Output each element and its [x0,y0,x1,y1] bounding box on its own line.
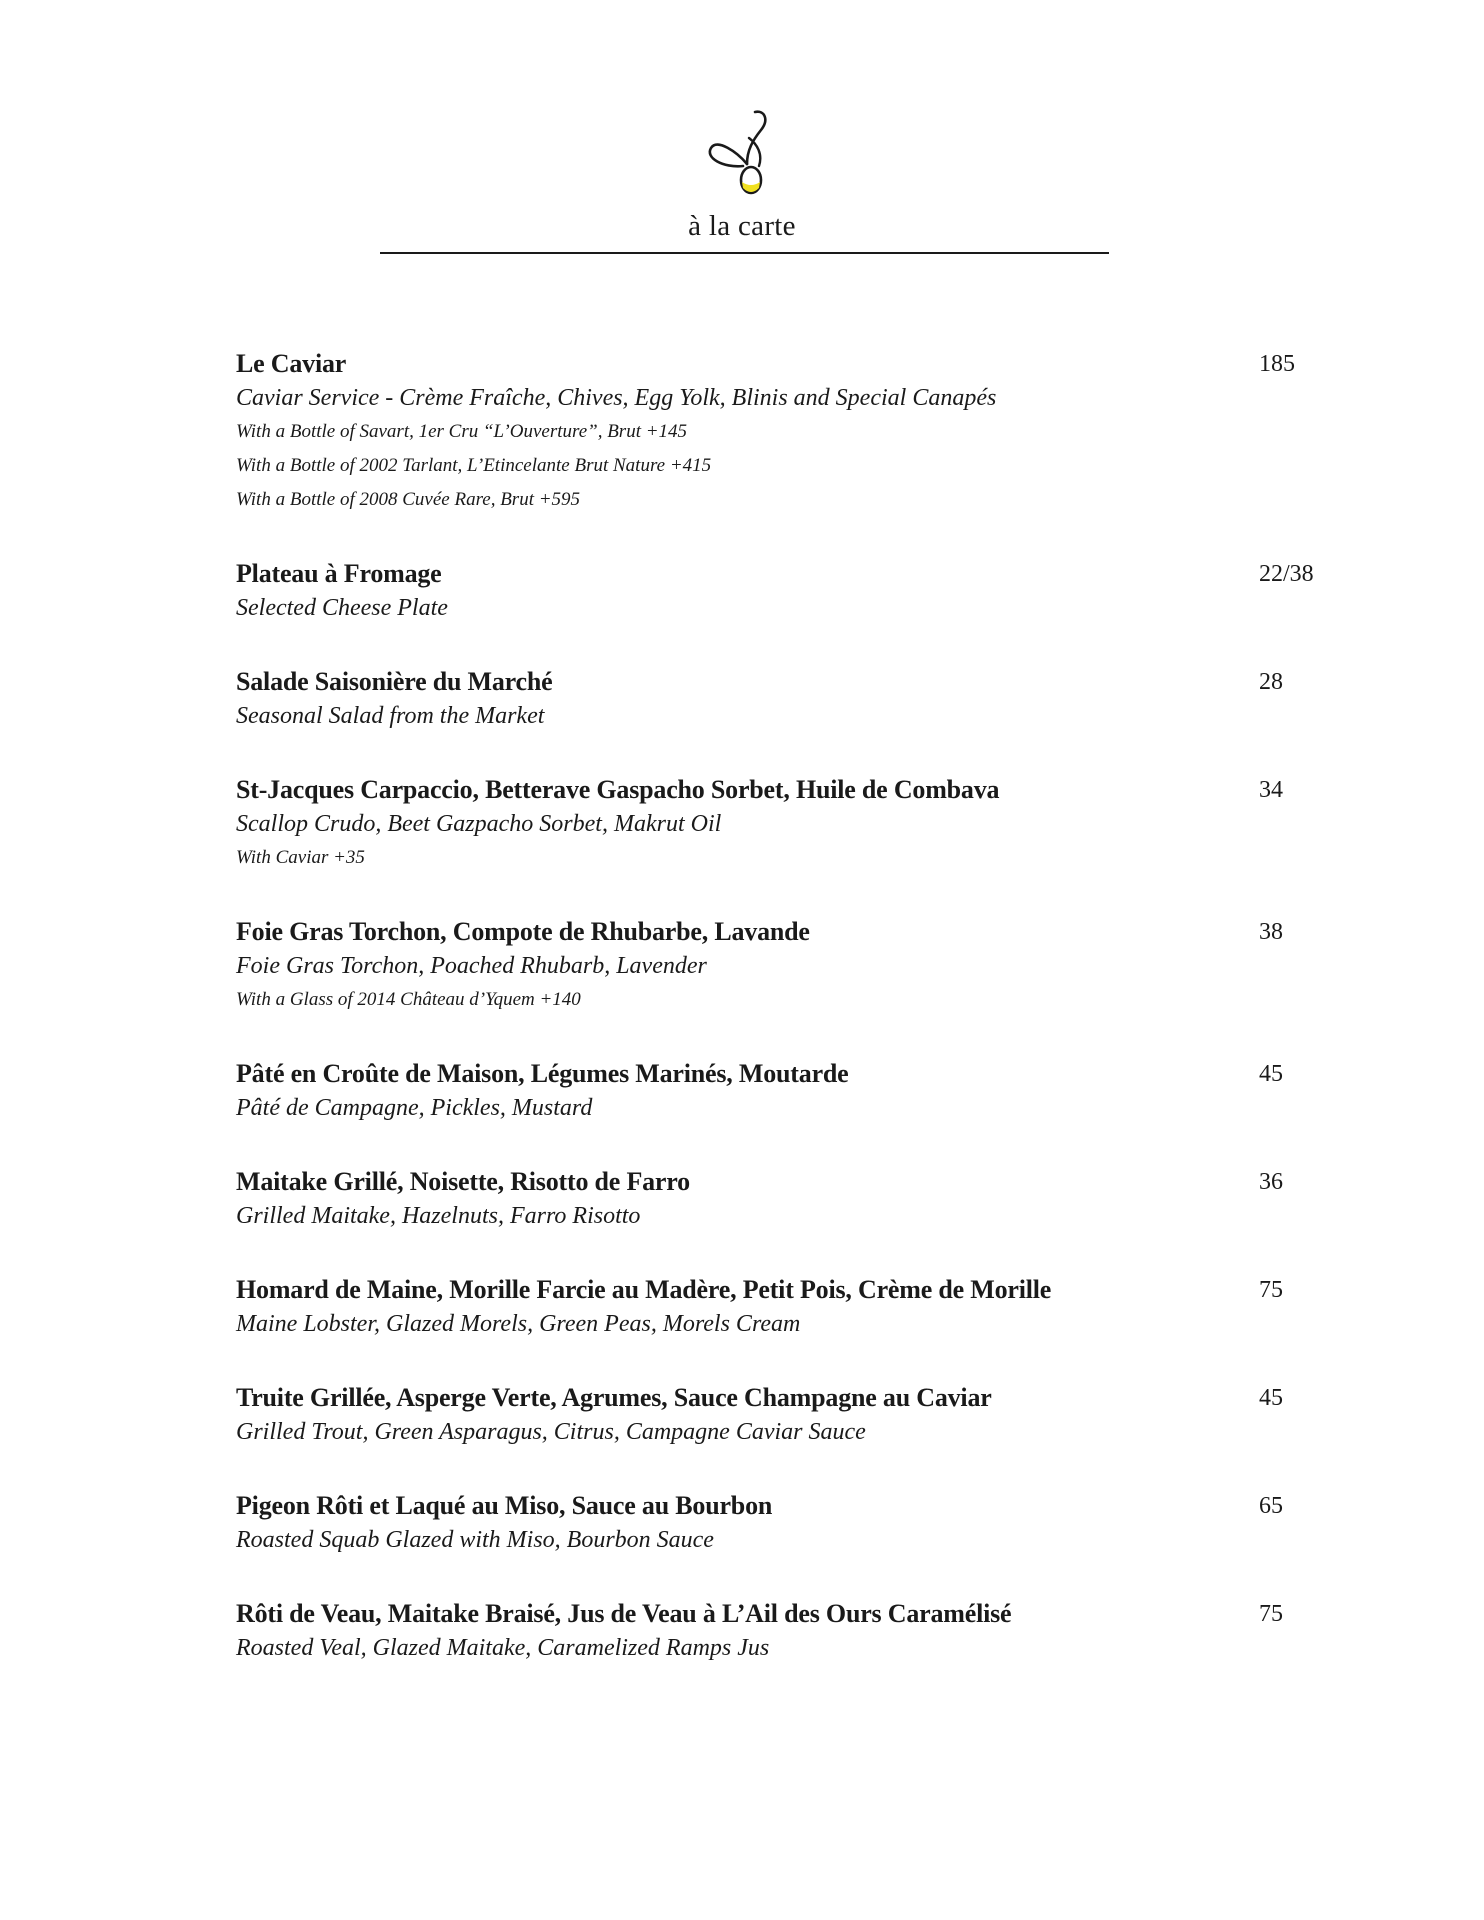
menu-item-price: 185 [1259,351,1295,377]
menu-item-name: Plateau à Fromage [236,559,442,588]
menu-item-description: Roasted Squab Glazed with Miso, Bourbon Sauce [236,1527,714,1553]
menu-item-description: Caviar Service - Crème Fraîche, Chives, Egg Yolk, Blinis and Special Canapés [236,385,997,411]
menu-item-name: Pâté en Croûte de Maison, Légumes Marinés, Moutarde [236,1059,849,1088]
menu-list [236,347,1346,1705]
menu-item [236,1273,1346,1341]
menu-item [236,1057,1346,1125]
menu-item-addon: With a Glass of 2014 Château d’Yquem +140 [236,989,581,1010]
menu-item [236,915,1346,1017]
menu-item-name: Pigeon Rôti et Laqué au Miso, Sauce au Bourbon [236,1491,773,1520]
menu-item-addon: With Caviar +35 [236,847,365,868]
menu-item [236,1381,1346,1449]
menu-item-name: Truite Grillée, Asperge Verte, Agrumes, Sauce Champagne au Caviar [236,1383,992,1412]
menu-item [236,347,1346,517]
menu-item-price: 38 [1259,919,1283,945]
menu-item-price: 75 [1259,1601,1283,1627]
menu-item-price: 34 [1259,777,1283,803]
menu-item-name: Salade Saisonière du Marché [236,667,553,696]
menu-item-description: Maine Lobster, Glazed Morels, Green Peas, Morels Cream [236,1311,801,1337]
menu-item-description: Selected Cheese Plate [236,595,448,621]
menu-item-description: Grilled Trout, Green Asparagus, Citrus, Campagne Caviar Sauce [236,1419,866,1445]
menu-item-name: Maitake Grillé, Noisette, Risotto de Farro [236,1167,690,1196]
menu-item-description: Roasted Veal, Glazed Maitake, Caramelized Ramps Jus [236,1635,770,1661]
menu-item-name: Foie Gras Torchon, Compote de Rhubarbe, Lavande [236,917,810,946]
menu-item-name: St-Jacques Carpaccio, Betterave Gaspacho Sorbet, Huile de Combava [236,775,1000,804]
menu-item-description: Grilled Maitake, Hazelnuts, Farro Risotto [236,1203,641,1229]
title-divider [380,252,1109,254]
menu-item [236,1165,1346,1233]
menu-item-name: Homard de Maine, Morille Farcie au Madère, Petit Pois, Crème de Morille [236,1275,1052,1304]
menu-item-description: Scallop Crudo, Beet Gazpacho Sorbet, Makrut Oil [236,811,722,837]
menu-item [236,773,1346,875]
menu-item-price: 45 [1259,1385,1283,1411]
menu-item-price: 28 [1259,669,1283,695]
menu-item [236,665,1346,733]
menu-item-name: Le Caviar [236,349,347,378]
menu-item-price: 65 [1259,1493,1283,1519]
page-title: à la carte [688,210,796,242]
menu-item-price: 45 [1259,1061,1283,1087]
menu-item-price: 22/38 [1259,561,1314,587]
menu-item-description: Foie Gras Torchon, Poached Rhubarb, Lavender [236,953,707,979]
bee-icon [703,108,779,198]
menu-item-description: Seasonal Salad from the Market [236,703,545,729]
menu-item [236,1489,1346,1557]
menu-item-addon: With a Bottle of 2002 Tarlant, L’Etincelante Brut Nature +415 [236,455,712,476]
menu-item-description: Pâté de Campagne, Pickles, Mustard [236,1095,593,1121]
menu-item-addon: With a Bottle of Savart, 1er Cru “L’Ouverture”, Brut +145 [236,421,688,442]
menu-item-name: Rôti de Veau, Maitake Braisé, Jus de Veau à L’Ail des Ours Caramélisé [236,1599,1012,1628]
menu-item [236,1597,1346,1665]
menu-item [236,557,1346,625]
menu-item-price: 75 [1259,1277,1283,1303]
menu-item-addon: With a Bottle of 2008 Cuvée Rare, Brut +595 [236,489,581,510]
menu-item-price: 36 [1259,1169,1283,1195]
